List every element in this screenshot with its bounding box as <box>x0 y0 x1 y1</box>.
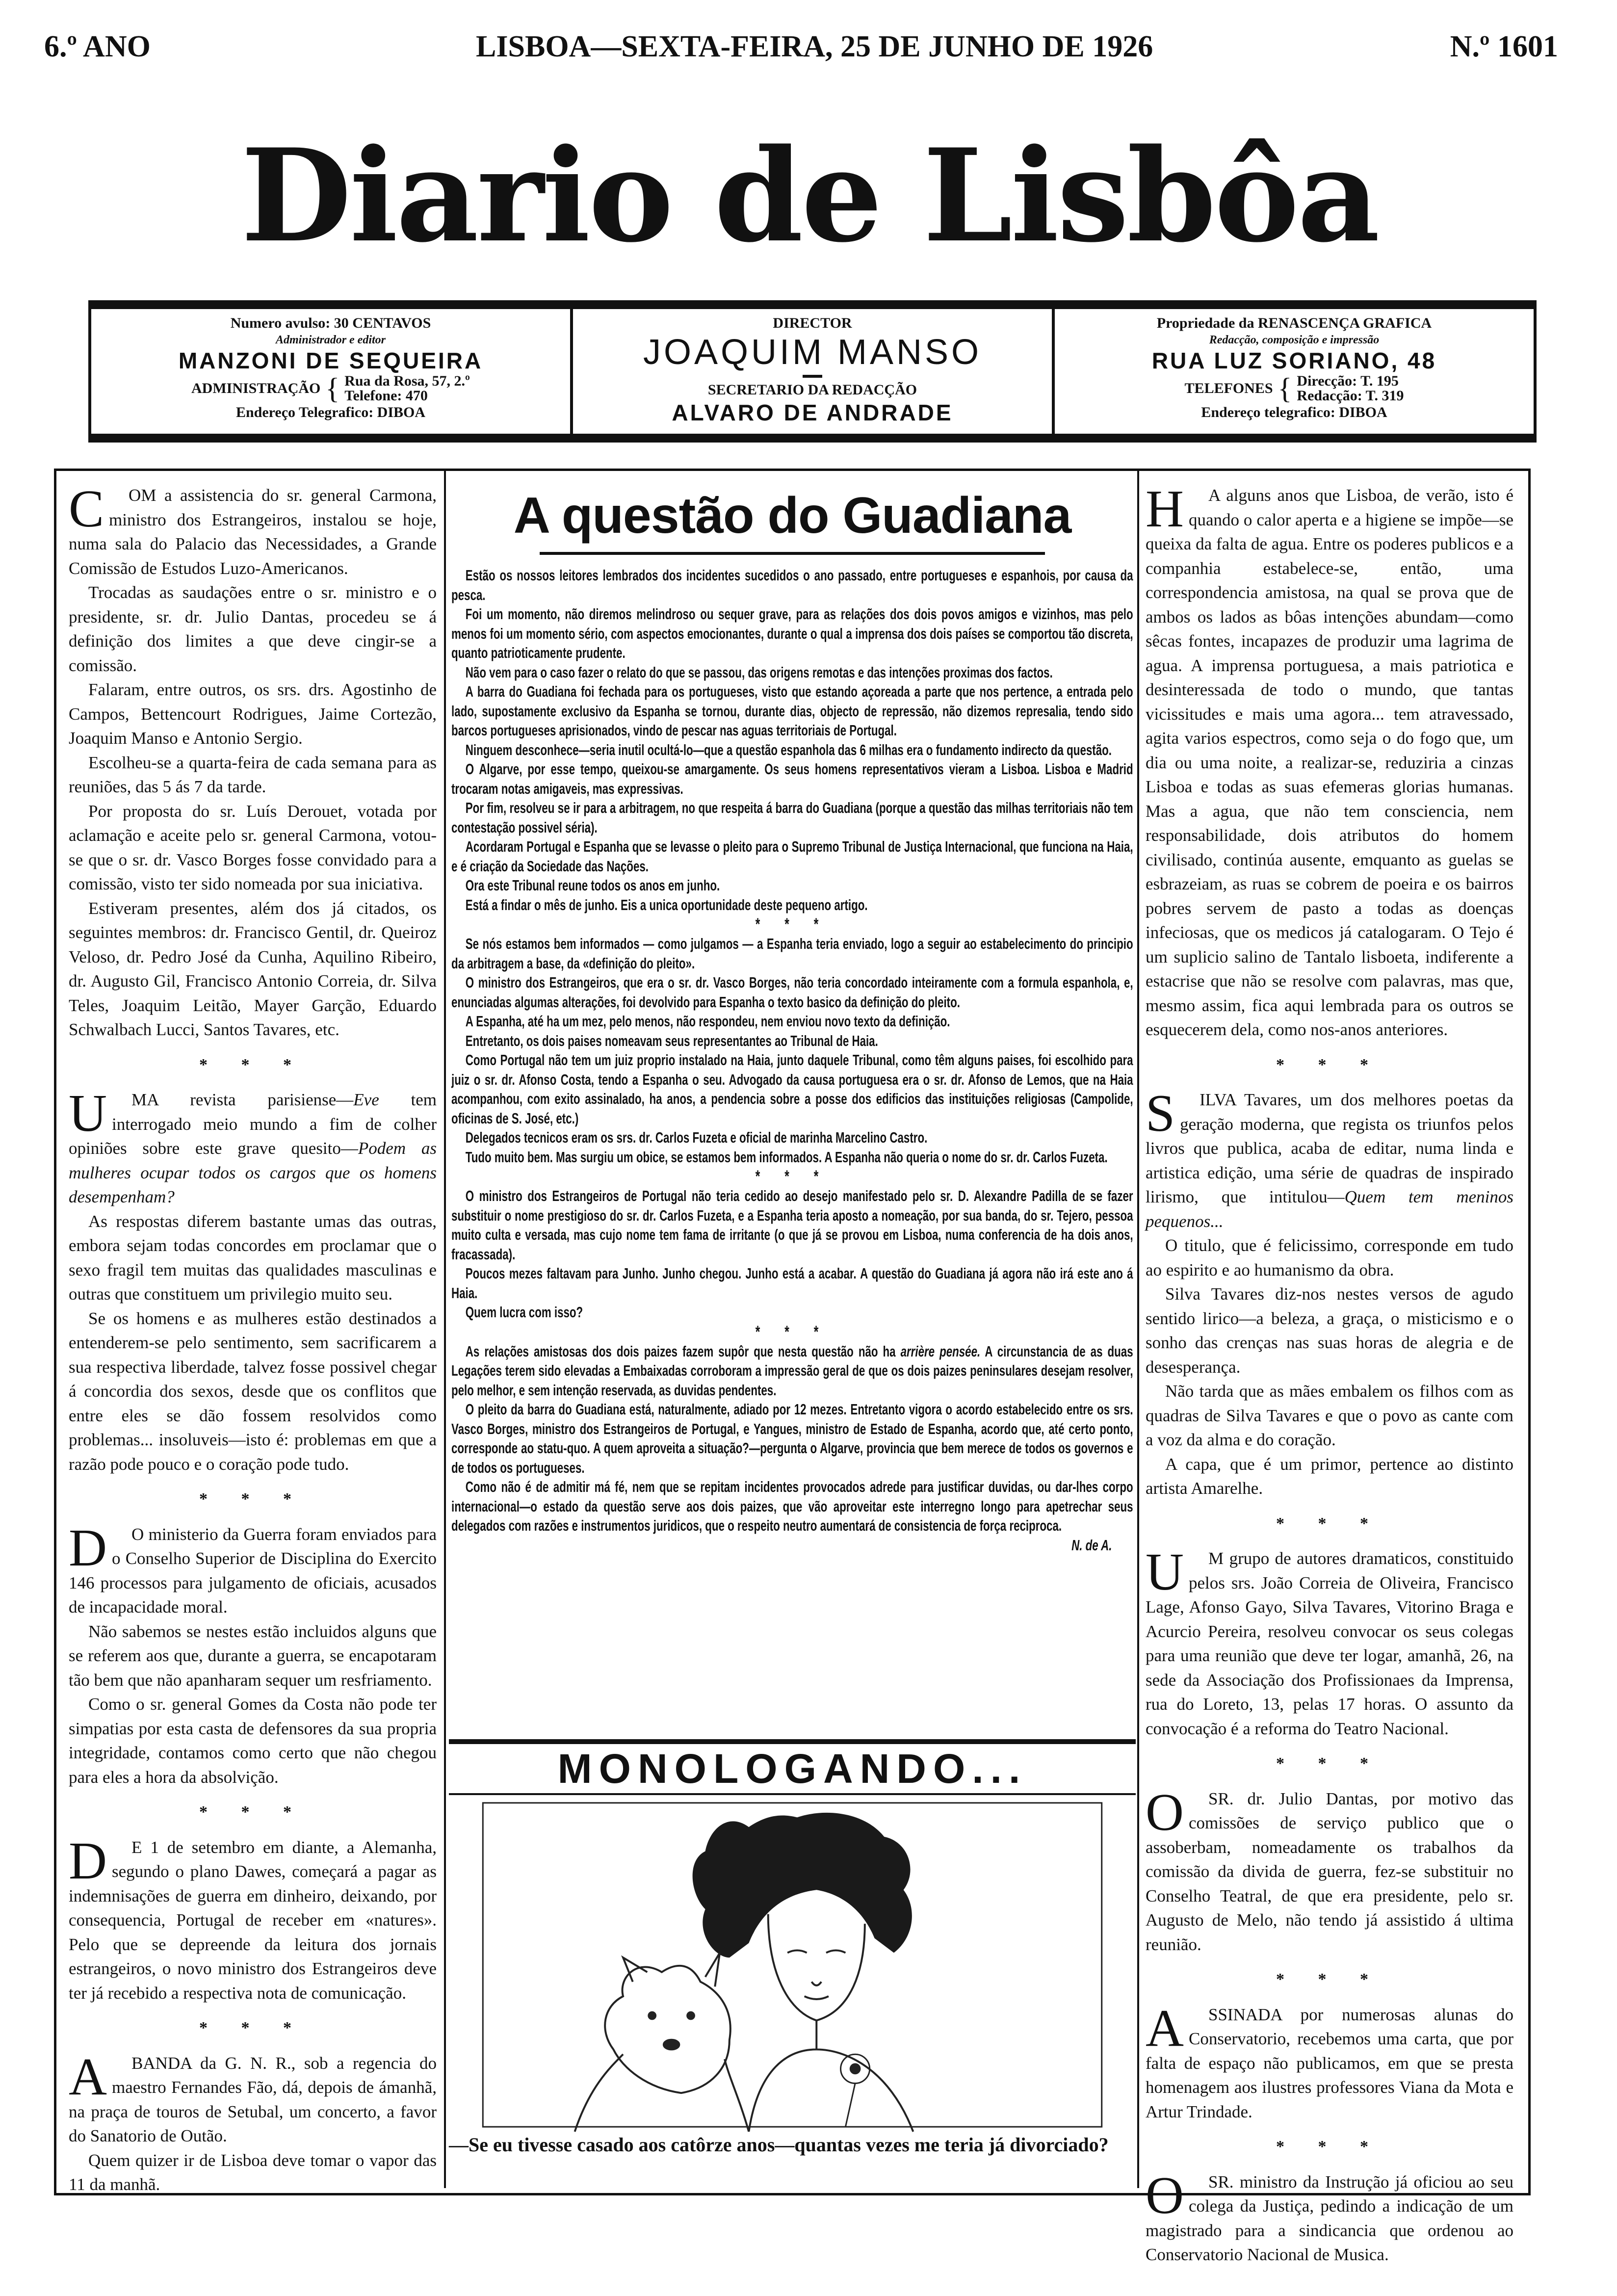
paragraph: O pleito da barra do Guadiana está, naturalmente, adiado por 12 mezes. Entretanto vigora o acordo estabelecido entre os srs. Vasco Borges, ministro dos Estrangeiros de Portugal, e Yangues, ministro de Estado de Espanha, acordo que, até certo ponto, corresponde ao statu-quo. A quem aproveita a situação?—pergunta o Algarve, provincia que bem merece de todos os governos e de todos os portugueses. <box>451 1401 1133 1476</box>
director-name: JOAQUIM MANSO <box>643 333 982 372</box>
headline: A questão do Guadiana <box>513 487 1071 544</box>
book-title: Quem tem meninos pequenos... <box>1146 1187 1514 1231</box>
paragraph: Trocadas as saudações entre o sr. ministro e o presidente, sr. dr. Julio Dantas, procedeu se á definição dos limites a que deve cingir-se a comissão. <box>69 583 437 675</box>
phone-direction: Direcção: T. 195 <box>1297 373 1399 389</box>
drop-cap: C <box>69 480 104 538</box>
paragraph: BANDA da G. N. R., sob a regencia do maestro Fernandes Fão, dá, depois de ámanhã, na praça de touros de Setubal, um concerto, a favor do Sanatorio de Outão. <box>69 2053 437 2145</box>
paragraph: A barra do Guadiana foi fechada para os portugueses, visto que estando açoreada a parte que nos pertence, a entrada pelo lado, supostamente exclusivo da Espanha se tornou, durante dias, objecto de repressão, não dizemos represalia, tendo sido barcos portugueses aprisionados, vindo de pescar nas aguas territoriais de Portugal. <box>451 683 1133 739</box>
ornament-rule <box>540 552 1045 555</box>
section-separator: * * * <box>1276 2138 1383 2156</box>
paragraph <box>451 1342 1133 1400</box>
paragraph: Como Portugal não tem um juiz proprio instalado na Haia, junto daquele Tribunal, como têm alguns paises, foi escolhido para juiz o sr. dr. Afonso Costa, tendo a Espanha o seu. Advogado da causa portuguesa era o sr. dr. Afonso de Lemos, que na Haia acompanhou, com exito assinalado, ha anos, a pendencia sobre a posse dos edificios das instituições religiosas (Campolide, oficinas de S. José, etc.) <box>451 1051 1133 1127</box>
article-eve-survey <box>69 1084 437 1476</box>
paragraph: Poucos mezes faltavam para Junho. Junho chegou. Junho está a acabar. A questão do Guadiana já agora não irá este ano á Haia. <box>451 1265 1133 1302</box>
telephones <box>1065 374 1524 403</box>
section-separator: * * * <box>1276 1055 1383 1074</box>
article-dramatic-authors <box>1146 1543 1513 1741</box>
paragraph: Por fim, resolveu se ir para a arbitragem, no que respeita á barra do Guadiana (porque a questão das milhas territoriais não tem contestação possivel séria). <box>451 799 1133 836</box>
info-left <box>91 309 570 434</box>
paragraph: Acordaram Portugal e Espanha que se levasse o pleito para o Supremo Tribunal de Justiça Internacional, que funciona na Haia, e é criação da Sociedade das Nações. <box>451 838 1133 875</box>
paragraph <box>69 1084 437 1209</box>
paragraph: O Algarve, por esse tempo, queixou-se amargamente. Os seus homens representativos vieram a Lisboa. Lisboa e Madrid trocaram notas amigaveis, mas expressivas. <box>451 760 1133 797</box>
article-conservatory-letter <box>1146 1999 1513 2124</box>
admin-label: Administrador e editor <box>275 334 386 346</box>
director-label: DIRECTOR <box>773 315 852 331</box>
article-war-ministry <box>69 1518 437 1790</box>
text: A circunstancia de as duas Legações terem sido elevadas a Embaixadas corroboram a impressão geral de que os dois paizes peninsulares desejam resolver, pelo melhor, e sem intenção reservada, as duvidas pendentes. <box>451 1342 1133 1399</box>
phone-newsroom: Redacção: T. 319 <box>1297 388 1404 404</box>
column-rule <box>444 471 446 2188</box>
dog <box>575 1953 749 2132</box>
paragraph: Ora este Tribunal reune todos os anos em junho. <box>465 877 720 894</box>
article-silva-tavares <box>1146 1084 1514 1501</box>
paragraph: O ministro dos Estrangeiros, que era o sr. dr. Vasco Borges, não teria concordado inteiramente com a formula espanhola, e, enunciadas algumas alterações, foi devolvido para Espanha o texto basico da definição do pleito. <box>451 974 1133 1011</box>
magazine-name: Eve <box>353 1090 379 1109</box>
paragraph: OM a assistencia do sr. general Carmona, ministro dos Estrangeiros, instalou se hoje, numa sala do Palacio das Necessidades, a Grande Comissão de Estudos Luzo-Americanos. <box>69 486 437 578</box>
paragraph: Estiveram presentes, além dos já citados, os seguintes membros: dr. Francisco Gentil, dr. Queiroz Veloso, dr. Pedro José da Cunha, Aquilino Ribeiro, dr. Augusto Gil, Francisco Antonio Correia, dr. Silva Teles, Joaquim Leitão, Mayer Garção, Eduardo Schwalbach Lucci, Santos Tavares, etc. <box>69 898 437 1039</box>
paragraph: Por proposta do sr. Luís Derouet, votada por aclamação e aceite pelo sr. general Carmona, votou-se que o sr. dr. Vasco Borges fosse convidado para a comissão, visto ter sido nomeada por sua iniciativa. <box>69 801 437 893</box>
section-separator: * * * <box>755 1322 829 1341</box>
paragraph: Quem quizer ir de Lisboa deve tomar o vapor das 11 da manhã. <box>69 2150 437 2194</box>
drop-cap: H <box>1146 480 1184 538</box>
drop-cap: A <box>1146 1999 1184 2058</box>
paragraph: SSINADA por numerosas alunas do Conservatorio, recebemos uma carta, que por falta de espaço não publicamos, em que se presta homenagem aos ilustres professores Viana da Mota e Artur Trindade. <box>1146 2005 1513 2121</box>
brace: { <box>1278 372 1292 405</box>
brace: { <box>325 372 340 405</box>
paragraph: As respostas diferem bastante umas das outras, embora sejam todas concordes em proclamar que o sexo fragil tem muitas das qualidades masculinas e outras que constituem um privilegio muito seu. <box>69 1211 437 1304</box>
cartoon-monologando <box>449 1739 1136 2188</box>
divider <box>803 375 822 378</box>
section-separator: * * * <box>1276 1754 1383 1773</box>
text: MA revista parisiense— <box>131 1090 354 1109</box>
paragraph: O ministerio da Guerra foram enviados para o Conselho Superior de Disciplina do Exercito 146 processos para julgamento de oficiais, acusados de incapacidade moral. <box>69 1524 437 1617</box>
article-dawes-plan <box>69 1831 437 2006</box>
paragraph: O ministro dos Estrangeiros de Portugal não teria cedido ao desejo manifestado pelo sr. D. Alexandre Padilla de se fazer substituir o nome prestigioso do sr. dr. Carlos Fuzeta, e a Espanha teria aposto a nomeação, por sua banda, do sr. Tejero, pessoa muito culta e versada, mas cujo nome tem fama de irritante (o que já se provou em Lisboa, numa conferencia de ha dois anos, fracassada). <box>451 1187 1133 1263</box>
section-separator: * * * <box>1276 1970 1383 1988</box>
masthead-info-box <box>88 300 1537 443</box>
section-separator: * * * <box>755 1167 829 1186</box>
paragraph: E 1 de setembro em diante, a Alemanha, segundo o plano Dawes, começará a pagar as indemnisações de guerra em dinheiro, deixando, por consequencia, Portugal de receber em «natures». Pelo que se depreende da leitura dos jornais estrangeiros, o novo ministro dos Estrangeiros deve ter já recebido a respectiva nota de comunicação. <box>69 1837 437 2003</box>
section-separator: * * * <box>199 2019 306 2037</box>
paragraph: A capa, que é um primor, pertence ao distinto artista Amarelhe. <box>1146 1454 1513 1498</box>
section-separator: * * * <box>199 1055 306 1074</box>
author-signature: N. de A. <box>1071 1536 1112 1554</box>
telegraph-address: Endereço telegrafico: DIBOA <box>1201 404 1387 420</box>
year-label: 6.º ANO <box>44 30 151 63</box>
right-column <box>1146 480 1514 2264</box>
text: tem interrogado meio mundo a fim de colher opiniões sobre este grave quesito— <box>69 1090 437 1158</box>
section-separator: * * * <box>199 1490 306 1508</box>
drop-cap: D <box>69 1518 107 1577</box>
cartoon-illustration <box>473 1798 1111 2132</box>
drop-cap: U <box>1146 1543 1184 1601</box>
secretary-name: ALVARO DE ANDRADE <box>672 400 953 425</box>
masthead-title: Diario de Lisbôa <box>241 121 1378 271</box>
section-separator: * * * <box>755 915 829 934</box>
paragraph: Escolheu-se a quarta-feira de cada semana para as reuniões, das 5 ás 7 da tarde. <box>69 753 437 796</box>
admin-phone: Telefone: 470 <box>344 388 428 404</box>
quote: Podem as mulheres ocupar todos os cargos que os homens desempenham? <box>69 1139 437 1206</box>
issue-number: N.º 1601 <box>1450 30 1558 63</box>
admin-address: Rua da Rosa, 57, 2.º <box>344 373 470 389</box>
main-article <box>451 483 1133 1737</box>
paragraph: Estão os nossos leitores lembrados dos incidentes sucedidos o ano passado, entre portugueses e espanhois, por causa da pesca. <box>451 567 1133 603</box>
drop-cap: O <box>1146 1783 1184 1842</box>
article-luso-american-commission <box>69 480 437 1042</box>
paragraph: Tudo muito bem. Mas surgiu um obice, se estamos bem informados. A Espanha não queria o nome do sr. dr. Carlos Fuzeta. <box>465 1148 1108 1166</box>
article-lisbon-water <box>1146 480 1513 1042</box>
paragraph: Se os homens e as mulheres estão destinados a entenderem-se pelo sentimento, sem sacrificarem a sua respectiva liberdade, talvez fosse possivel chegar á concordia dos sexos, desde que os conflitos que entre eles se dão fossem resolvidos como problemas... insoluveis—isto é: problemas em que a razão pode pouco e o coração pode tudo. <box>69 1308 437 1474</box>
left-column <box>69 480 437 2194</box>
admin-name: MANZONI DE SEQUEIRA <box>178 348 483 373</box>
office-address: RUA LUZ SORIANO, 48 <box>1151 348 1437 373</box>
drop-cap: O <box>1146 2166 1184 2225</box>
administration <box>101 374 560 403</box>
column-rule <box>1137 471 1139 2188</box>
administration-label: ADMINISTRAÇÃO <box>191 380 321 396</box>
paragraph: Quem lucra com isso? <box>465 1304 583 1321</box>
section-separator: * * * <box>1276 1514 1383 1533</box>
woman-hair <box>693 1813 912 1957</box>
text: arrière pensée. <box>900 1342 981 1360</box>
drop-cap: S <box>1146 1084 1175 1143</box>
article-instruction-minister <box>1146 2166 1513 2267</box>
cartoon-title: MONOLOGANDO... <box>449 1739 1136 1795</box>
telegraph-address: Endereço Telegrafico: DIBOA <box>235 404 426 420</box>
article-band-concert <box>69 2047 437 2197</box>
main-article-body <box>451 566 1133 1555</box>
paragraph: Silva Tavares diz-nos nestes versos de agudo sentido lirico—a beleza, a graça, o misticismo e o sonho das crenças nas suas horas de alegria e de desesperança. <box>1146 1284 1513 1377</box>
owner: Propriedade da RENASCENÇA GRAFICA <box>1156 315 1432 331</box>
paragraph: SR. ministro da Instrução já oficiou ao seu colega da Justiça, pedindo a indicação de um magistrado para a sindicancia que ordenou ao Conservatorio Nacional de Musica. <box>1146 2172 1513 2264</box>
paragraph: O titulo, que é felicissimo, corresponde em tudo ao espirito e ao humanismo da obra. <box>1146 1236 1513 1279</box>
info-right <box>1052 309 1534 434</box>
drop-cap: U <box>69 1084 107 1143</box>
paragraph: Falaram, entre outros, os srs. drs. Agostinho de Campos, Bettencourt Rodrigues, Jaime Cortezão, Joaquim Manso e Antonio Sergio. <box>69 680 437 748</box>
paragraph: M grupo de autores dramaticos, constituido pelos srs. João Correia de Oliveira, Francisco Lage, Afonso Gayo, Silva Tavares, Vitorino Braga e Acurcio Pereira, resolveu convocar os seus colegas para uma reunião que deve ter logar, amanhã, 26, na sede da Associação dos Profissionaes da Imprensa, rua do Loreto, 13, pelas 17 horas. O assunto da convocação é a reforma do Teatro Nacional. <box>1146 1549 1513 1738</box>
paragraph: Delegados tecnicos eram os srs. dr. Carlos Fuzeta e oficial de marinha Marcelino Castro. <box>465 1129 928 1146</box>
paragraph: Como o sr. general Gomes da Costa não pode ter simpatias por esta casta de defensores da sua propria integridade, contamos como certo que não chegou para eles a hora da absolvição. <box>69 1695 437 1787</box>
secretary-label: SECRETARIO DA REDACÇÃO <box>707 382 917 398</box>
services: Redacção, composição e impressão <box>1209 334 1380 346</box>
drop-cap: A <box>69 2047 107 2106</box>
paragraph: Foi um momento, não diremos melindroso ou sequer grave, para as relações dos dois povos amigos e vizinhos, mas pelo menos foi um momento sério, com aspectos emocionantes, durante o qual a imprensa dos dois países se comportou tão discreta, quanto patrioticamente prudente. <box>451 605 1133 661</box>
paragraph: Não vem para o caso fazer o relato do que se passou, das origens remotas e das intenções proximas dos factos. <box>465 663 1053 681</box>
dateline: LISBOA—SEXTA-FEIRA, 25 DE JUNHO DE 1926 <box>476 30 1153 63</box>
paragraph: Não sabemos se nestes estão incluidos alguns que se referem aos que, durante a guerra, se encapotaram tão bem que não apanharam sequer um resfriamento. <box>69 1621 437 1690</box>
paragraph: Como não é de admitir má fé, nem que se repitam incidentes provocados adrede para justificar duvidas, ou dar-lhes corpo internacional—o estado da questão serve aos dois paizes, que vão aproveitar este interregno longo para apetrechar seus delegados com razões e instrumentos juridicos, que o respeito neutro aumentará de consistencia de força reciproca. <box>451 1478 1133 1534</box>
paragraph <box>1146 1084 1514 1233</box>
section-separator: * * * <box>199 1803 306 1821</box>
paragraph: A Espanha, até ha um mez, pelo menos, não respondeu, nem enviou novo texto da definição. <box>465 1013 950 1030</box>
dateline-bar <box>44 29 1558 93</box>
paragraph: Está a findar o mês de junho. Eis a unica oportunidade deste pequeno artigo. <box>465 896 868 913</box>
article-julio-dantas <box>1146 1783 1513 1957</box>
telephones-label: TELEFONES <box>1184 380 1273 396</box>
paragraph: Entretanto, os dois paises nomeavam seus representantes ao Tribunal de Haia. <box>465 1032 878 1049</box>
paragraph: Se nós estamos bem informados — como julgamos — a Espanha teria enviado, logo a seguir ao estabelecimento do principio da arbitragem a base, da «definição do pleito». <box>451 935 1133 972</box>
info-center <box>570 309 1052 434</box>
paragraph: Ninguem desconhece—seria inutil ocultá-lo—que a questão espanhola das 6 milhas era o fundamento indirecto da questão. <box>465 741 1112 758</box>
price: Numero avulso: 30 CENTAVOS <box>230 315 431 331</box>
text: ILVA Tavares, um dos melhores poetas da geração moderna, que regista os triunfos pelos livros que publica, acaba de editar, numa linda e artistica edição, uma série de quadras de inspirado lirismo, que intitulou— <box>1146 1090 1513 1206</box>
drop-cap: D <box>69 1831 107 1890</box>
paragraph: SR. dr. Julio Dantas, por motivo das comissões de serviço publico que o assoberbam, nomeadamente os trabalhos da comissão da divida de guerra, fez-se substituir no Conselho Teatral, de que era presidente, pelo sr. Augusto de Melo, não tendo já assistido á ultima reunião. <box>1146 1789 1513 1954</box>
cartoon-caption: —Se eu tivesse casado aos catôrze anos—quantas vezes me teria já divorciado? <box>449 2134 1109 2156</box>
paragraph: A alguns anos que Lisboa, de verão, isto é quando o calor aperta e a higiene se impõe—se queixa da falta de agua. Entre os poderes publicos e a companhia estabelece-se, então, uma correspondencia amistosa, na qual se prova que de ambos os lados as bôas intenções abundam—como sêcas fontes, incapazes de produzir uma lagrima de agua. A imprensa portuguesa, a mais patriotica e desinteressada de todo o mundo, que tantas vicissitudes e mais uma agora... tem atravessado, agita varios espectros, como seja o do fogo que, um dia ou uma noite, a realizar-se, reduziria a cinzas Lisboa e todas as suas efemeras glorias humanas. Mas a agua, que não tem consciencia, nem responsabilidade, dois atributos do homem civilisado, continúa ausente, emquanto as guelas se esbrazeiam, as ruas se cobrem de poeira e os bairros pobres servem de pasto a todas as doenças infeciosas, que os medicos já catalogaram. O Tejo é um suplicio salino de Tantalo lisboeta, indiferente a estacrise que não se resolve com palavras, mas que, mesmo assim, fica aqui lembrada para os outros se esquecerem dela, como nos-anos anteriores. <box>1146 486 1513 1039</box>
paragraph: Não tarda que as mães embalem os filhos com as quadras de Silva Tavares e que o povo as cante com a voz da alma e do coração. <box>1146 1382 1513 1449</box>
text: As relações amistosas dos dois paizes fazem supôr que nesta questão não ha <box>465 1342 901 1360</box>
